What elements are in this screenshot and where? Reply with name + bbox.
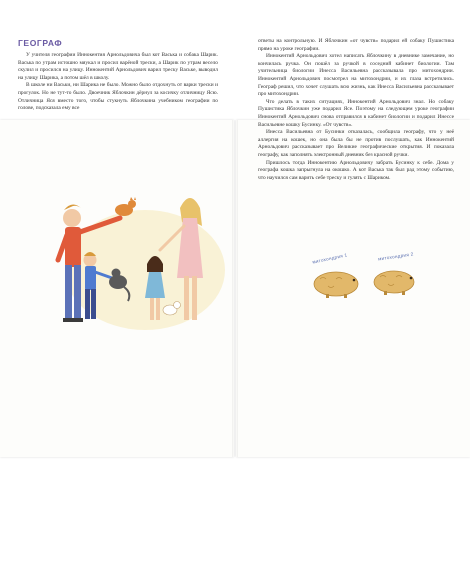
paragraph: Инесса Васильевна от Бусинки отказалась, сообщила географу, что у неё аллергия на кошек, но она была бы не против послушать, как Иннокентий Арнольдович рассказывает про Великие географические открытия. И показала географу, как заполнять электронный дневник без красной ручки. bbox=[258, 129, 454, 158]
book-gutter bbox=[232, 120, 238, 457]
paragraph: В школе ни Васьки, ни Шарика не было. Можно было отдохнуть от варки трески и прогулок. Но не тут-то было. Двоечник Яблочкин дёрнул за косичку отличницу Ясю. Отличница Яся вместо того, чтобы стукнуть Яблочкина учебником географии по голове, подсказала ему все bbox=[18, 82, 218, 112]
chapter-title: ГЕОГРАФ bbox=[18, 38, 63, 48]
hamster-label-1: митохондрия 1 bbox=[311, 252, 348, 265]
paragraph: ответы на контрольную. И Яблочкин «от чувств» подарил ей собаку Пушистика прямо на уроке географии. bbox=[258, 38, 454, 52]
paragraph: Иннокентий Арнольдович хотел написать Яблочкину в дневнике замечание, но кончилась ручка. Он пошёл за ручкой в соседний кабинет биологии. Там учительница биологии Инесса Васильевна рассказывала про митохондрии. Иннокентий Арнольдович посмотрел на митохондрии, и их глаза встретились. Географ решил, что хочет слушать всю жизнь, как Инесса Васильевна рассказывает про митохондрии. bbox=[258, 53, 454, 98]
right-page-text bbox=[258, 38, 454, 182]
paragraph: У учителя географии Иннокентия Арнольдовича был кот Васька и собака Шарик. Васька по утрам истошно мяукал и просил варёной трески, а Шарик по утрам весело скулил и просился на улицу. Иннокентий Арнольдович варил треску Ваське, выводил на улицу Шарика, а потом шёл в школу. bbox=[18, 52, 218, 81]
paragraph: Пришлось тогда Иннокентию Арнольдовичу забрать Бусинку к себе. Дома у географа кошка запрыгнула на окошко. А кот Васька так был рад этому событию, что научился сам варить себе треску и гулять с Шариком. bbox=[258, 159, 454, 181]
hamster-1 bbox=[314, 272, 358, 298]
hamster-2 bbox=[374, 271, 414, 295]
hamsters-svg bbox=[306, 246, 436, 306]
hamster-label-2: митохондрия 2 bbox=[377, 251, 414, 262]
left-page-text bbox=[18, 52, 218, 113]
paragraph: Что делать в таких ситуациях, Иннокентий Арнольдович знал. Но собаку Пушистика Яблочкин уже подарил Ясе. Поэтому на следующем уроке географии Иннокентий Арнольдович снова отправился в кабинет биологии и подарил Инессе Васильевне кошку Бусинку. «От чувств». bbox=[258, 98, 454, 128]
family-illustration bbox=[20, 160, 230, 337]
mitochondria-illustration bbox=[306, 246, 436, 306]
